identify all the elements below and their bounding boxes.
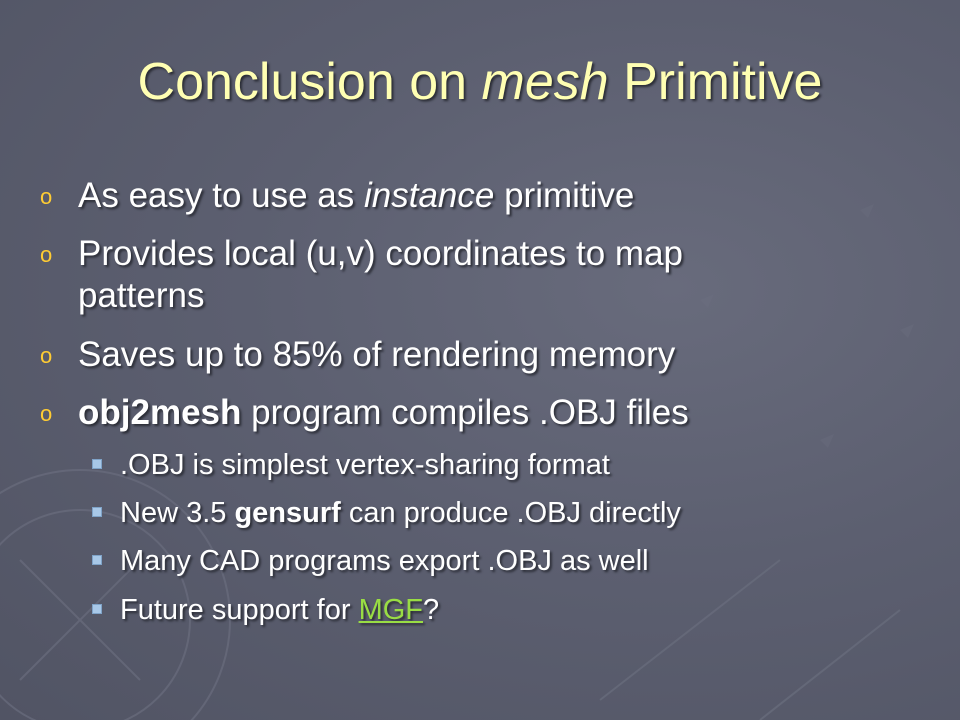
bullet-text-continuation: patterns	[78, 276, 205, 315]
sub-bullet-bold: gensurf	[234, 497, 341, 529]
bullet-text: Saves up to 85% of rendering memory	[78, 335, 676, 374]
sub-bullet-text: New 3.5	[120, 497, 235, 529]
square-bullet-icon	[92, 604, 102, 614]
square-bullet-icon	[92, 507, 102, 517]
sub-bullet-text: can produce .OBJ directly	[340, 497, 681, 529]
sub-bullet-text: Many CAD programs export .OBJ as well	[120, 545, 649, 577]
sub-bullet-text: .OBJ is simplest vertex-sharing format	[120, 449, 610, 481]
circle-bullet-icon: o	[40, 242, 53, 267]
square-bullet-icon	[92, 459, 102, 469]
mgf-link[interactable]: MGF	[358, 594, 423, 626]
bullet-easy-to-use	[40, 175, 635, 217]
sub-bullet-gensurf	[120, 496, 681, 530]
sub-bullet-cad-export	[120, 544, 649, 578]
sub-bullet-obj-format	[120, 448, 610, 482]
circle-bullet-icon: o	[40, 184, 53, 209]
bullet-text: primitive	[494, 176, 635, 215]
sub-bullet-mgf-support	[120, 593, 439, 627]
sub-bullet-text: ?	[423, 594, 440, 626]
title-suffix: Primitive	[608, 53, 823, 111]
bullet-text: program compiles .OBJ files	[241, 393, 689, 432]
bullet-saves-memory	[40, 334, 676, 376]
title-emphasis: mesh	[481, 53, 609, 111]
bullet-text: Provides local (u,v) coordinates to map	[78, 234, 683, 273]
title-prefix: Conclusion on	[137, 53, 482, 111]
bullet-bold: obj2mesh	[78, 393, 242, 432]
bullet-local-coordinates	[40, 233, 683, 317]
bullet-text: As easy to use as	[78, 176, 364, 215]
circle-bullet-icon: o	[40, 343, 53, 368]
sub-bullet-text: Future support for	[120, 594, 359, 626]
bullet-obj2mesh	[40, 392, 689, 434]
bullet-emphasis: instance	[363, 176, 495, 215]
square-bullet-icon	[92, 555, 102, 565]
circle-bullet-icon: o	[40, 401, 53, 426]
